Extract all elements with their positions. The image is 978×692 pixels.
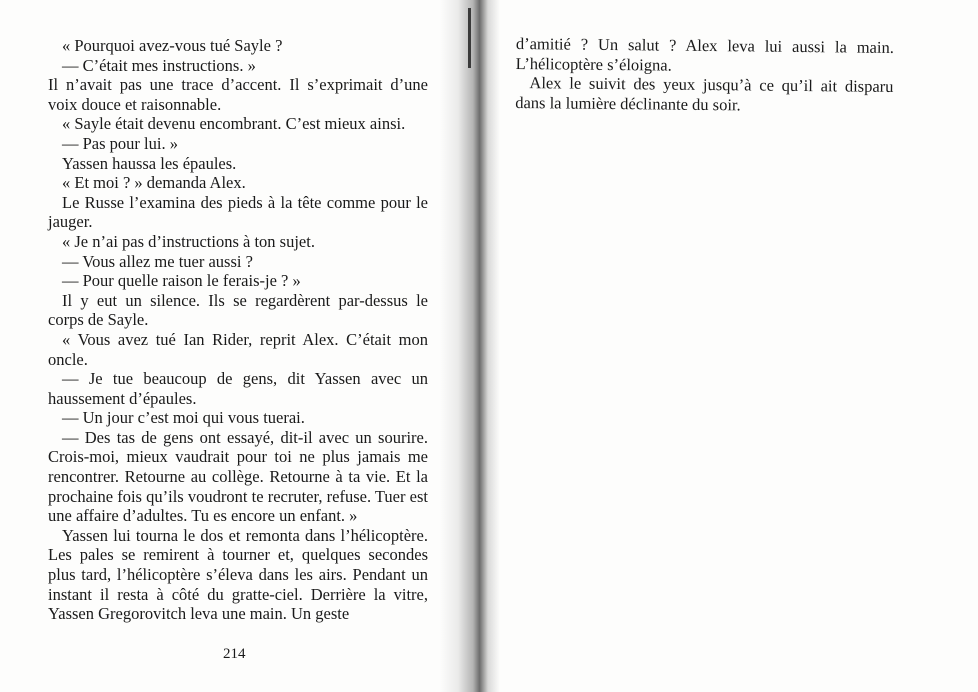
paragraph: Yassen haussa les épaules. — [62, 153, 237, 173]
paragraph: — Vous allez me tuer aussi ? — [62, 251, 253, 271]
paragraph: « Et moi ? » demanda Alex. — [62, 173, 246, 193]
paragraph: « Pourquoi avez-vous tué Sayle ? — [62, 36, 283, 55]
paragraph: — Pas pour lui. » — [62, 133, 178, 153]
paragraph: — Des tas de gens ont essayé, dit-il avec un sourire. Crois-moi, mieux vaudrait pour toi ne plus jamais me rencontrer. Retourne au collège. Retourne à ta vie. Et la prochaine fois qu’ils voudront te recruter, refuse. Tuer est une affaire d’adultes. Tu es encore un enfant. » — [48, 427, 428, 526]
page-number: 214 — [223, 646, 246, 662]
book-gutter-shadow — [440, 0, 500, 692]
paragraph: Il n’avait pas une trace d’accent. Il s’exprimait d’une voix douce et raisonnable. — [48, 75, 428, 114]
paragraph: — C’était mes instructions. » — [62, 55, 256, 75]
paragraph: « Vous avez tué Ian Rider, reprit Alex. C’était mon oncle. — [48, 329, 428, 369]
paragraph: Le Russe l’examina des pieds à la tête comme pour le jauger. — [48, 192, 428, 232]
right-page — [515, 34, 894, 116]
spine-mark — [468, 8, 471, 68]
paragraph: — Un jour c’est moi qui vous tuerai. — [62, 408, 305, 428]
paragraph: Yassen lui tourna le dos et remonta dans l’hélicoptère. Les pales se remirent à tourner et, quelques secondes plus tard, l’hélicoptère s’éleva dans les airs. Pendant un instant il resta à côté du gratte-ciel. Derrière la vitre, Yassen Gregorovitch leva une main. Un geste — [48, 525, 428, 624]
left-page — [48, 36, 428, 624]
paragraph: — Je tue beaucoup de gens, dit Yassen avec un haussement d’épaules. — [48, 369, 428, 408]
paragraph: d’amitié ? Un salut ? Alex leva lui aussi la main. L’hélicoptère s’éloigna. — [515, 34, 894, 75]
paragraph: — Pour quelle raison le ferais-je ? » — [62, 271, 301, 291]
paragraph: « Sayle était devenu encombrant. C’est mieux ainsi. — [62, 114, 406, 134]
paragraph: Il y eut un silence. Ils se regardèrent par-dessus le corps de Sayle. — [48, 290, 428, 330]
paragraph: « Je n’ai pas d’instructions à ton sujet. — [62, 231, 315, 251]
paragraph: Alex le suivit des yeux jusqu’à ce qu’il ait disparu dans la lumière déclinante du soir. — [515, 73, 894, 115]
